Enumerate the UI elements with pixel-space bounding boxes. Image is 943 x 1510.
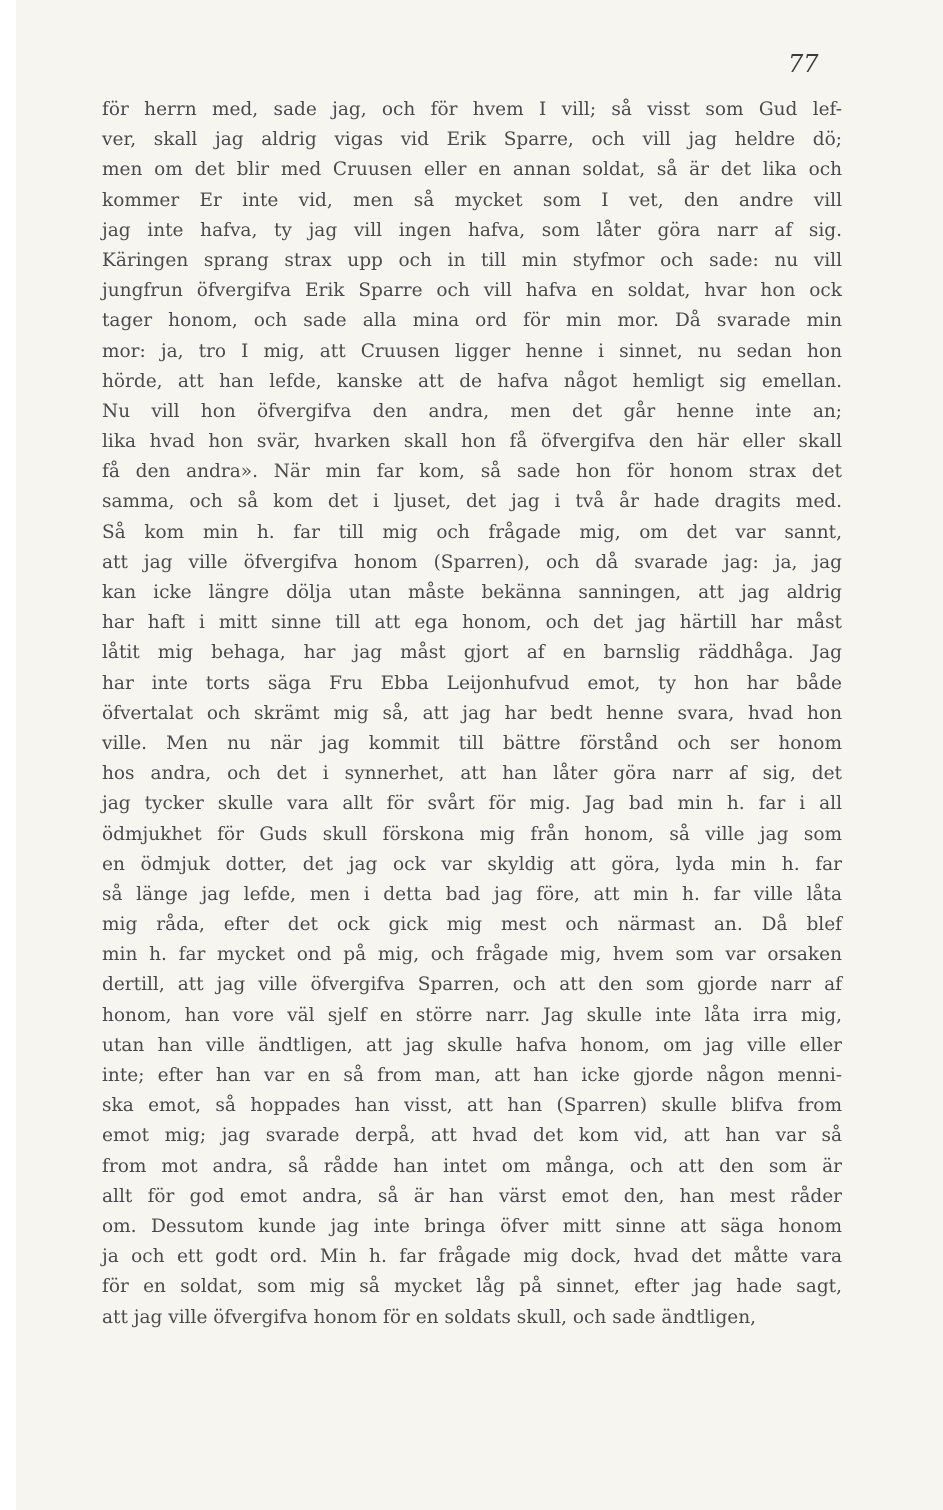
text-line: utan han ville ändtligen, att jag skulle hafva honom, om jag ville eller	[102, 1034, 842, 1056]
text-line: har inte torts säga Fru Ebba Leijonhufvud emot, ty hon har både	[102, 672, 842, 694]
text-line: hos andra, och det i synnerhet, att han låter göra narr af sig, det	[102, 763, 842, 785]
text-line: ver, skall jag aldrig vigas vid Erik Sparre, och vill jag heldre dö;	[102, 129, 842, 151]
text-line: jag tycker skulle vara allt för svårt för mig. Jag bad min h. far i all	[102, 793, 842, 815]
text-line: inte; efter han var en så from man, att han icke gjorde någon menni-	[102, 1065, 842, 1086]
text-line: att jag ville öfvergifva honom för en soldats skull, och sade ändtligen,	[102, 1306, 757, 1328]
page-edge	[0, 0, 16, 1510]
text-line: har haft i mitt sinne till att ega honom, och det jag härtill har måst	[102, 612, 842, 634]
text-line: min h. far mycket ond på mig, och frågade mig, hvem som var orsaken	[102, 944, 842, 966]
text-line: ska emot, så hoppades han visst, att han (Sparren) skulle blifva from	[102, 1095, 842, 1117]
text-line: om. Dessutom kunde jag inte bringa öfver mitt sinne att säga honom	[102, 1215, 842, 1237]
text-line: tager honom, och sade alla mina ord för min mor. Då svarade min	[102, 310, 842, 332]
text-line: mor: ja, tro I mig, att Cruusen ligger henne i sinnet, nu sedan hon	[102, 340, 842, 362]
text-line: dertill, att jag ville öfvergifva Sparren, och att den som gjorde narr af	[102, 974, 842, 996]
text-line: mig råda, efter det ock gick mig mest och närmast an. Då blef	[102, 914, 842, 936]
body-text	[102, 95, 842, 1333]
text-line: Så kom min h. far till mig och frågade mig, om det var sannt,	[102, 521, 842, 543]
text-line: för en soldat, som mig så mycket låg på sinnet, efter jag hade sagt,	[102, 1276, 842, 1298]
text-line: Käringen sprang strax upp och in till min styfmor och sade: nu vill	[102, 249, 842, 271]
text-line: allt för god emot andra, så är han värst emot den, han mest råder	[102, 1185, 842, 1207]
text-line: lika hvad hon svär, hvarken skall hon få öfvergifva den här eller skall	[102, 431, 842, 453]
text-line: from mot andra, så rådde han intet om många, och att den som är	[102, 1155, 842, 1177]
text-line: en ödmjuk dotter, det jag ock var skyldig att göra, lyda min h. far	[102, 853, 842, 875]
text-line: kan icke längre dölja utan måste bekänna sanningen, att jag aldrig	[102, 582, 842, 603]
page-number: 77	[788, 50, 819, 78]
text-line: ödmjukhet för Guds skull förskona mig från honom, så ville jag som	[102, 823, 842, 845]
text-line: jag inte hafva, ty jag vill ingen hafva, som låter göra narr af sig.	[102, 219, 842, 241]
text-line: jungfrun öfvergifva Erik Sparre och vill hafva en soldat, hvar hon ock	[102, 280, 842, 302]
text-line: få den andra». När min far kom, så sade hon för honom strax det	[102, 461, 842, 483]
text-line: öfvertalat och skrämt mig så, att jag har bedt henne svara, hvad hon	[102, 702, 842, 724]
text-line: honom, han vore väl sjelf en större narr. Jag skulle inte låta irra mig,	[102, 1004, 842, 1026]
text-line: ja och ett godt ord. Min h. far frågade mig dock, hvad det måtte vara	[102, 1246, 842, 1268]
text-line: låtit mig behaga, har jag måst gjort af en barnslig räddhåga. Jag	[102, 642, 842, 664]
text-line: så länge jag lefde, men i detta bad jag före, att min h. far ville låta	[102, 883, 842, 905]
text-line: Nu vill hon öfvergifva den andra, men det går henne inte an;	[102, 400, 842, 422]
text-line: samma, och så kom det i ljuset, det jag i två år hade dragits med.	[102, 491, 842, 513]
text-line: ville. Men nu när jag kommit till bättre förstånd och ser honom	[102, 732, 842, 754]
text-line: hörde, att han lefde, kanske att de hafva något hemligt sig emellan.	[102, 370, 842, 392]
text-line: emot mig; jag svarade derpå, att hvad det kom vid, att han var så	[102, 1125, 842, 1147]
text-line: men om det blir med Cruusen eller en annan soldat, så är det lika och	[102, 159, 842, 181]
text-line: att jag ville öfvergifva honom (Sparren), och då svarade jag: ja, jag	[102, 551, 842, 573]
text-line: för herrn med, sade jag, och för hvem I vill; så visst som Gud lef-	[102, 99, 842, 120]
text-line: kommer Er inte vid, men så mycket som I vet, den andre vill	[102, 189, 842, 211]
